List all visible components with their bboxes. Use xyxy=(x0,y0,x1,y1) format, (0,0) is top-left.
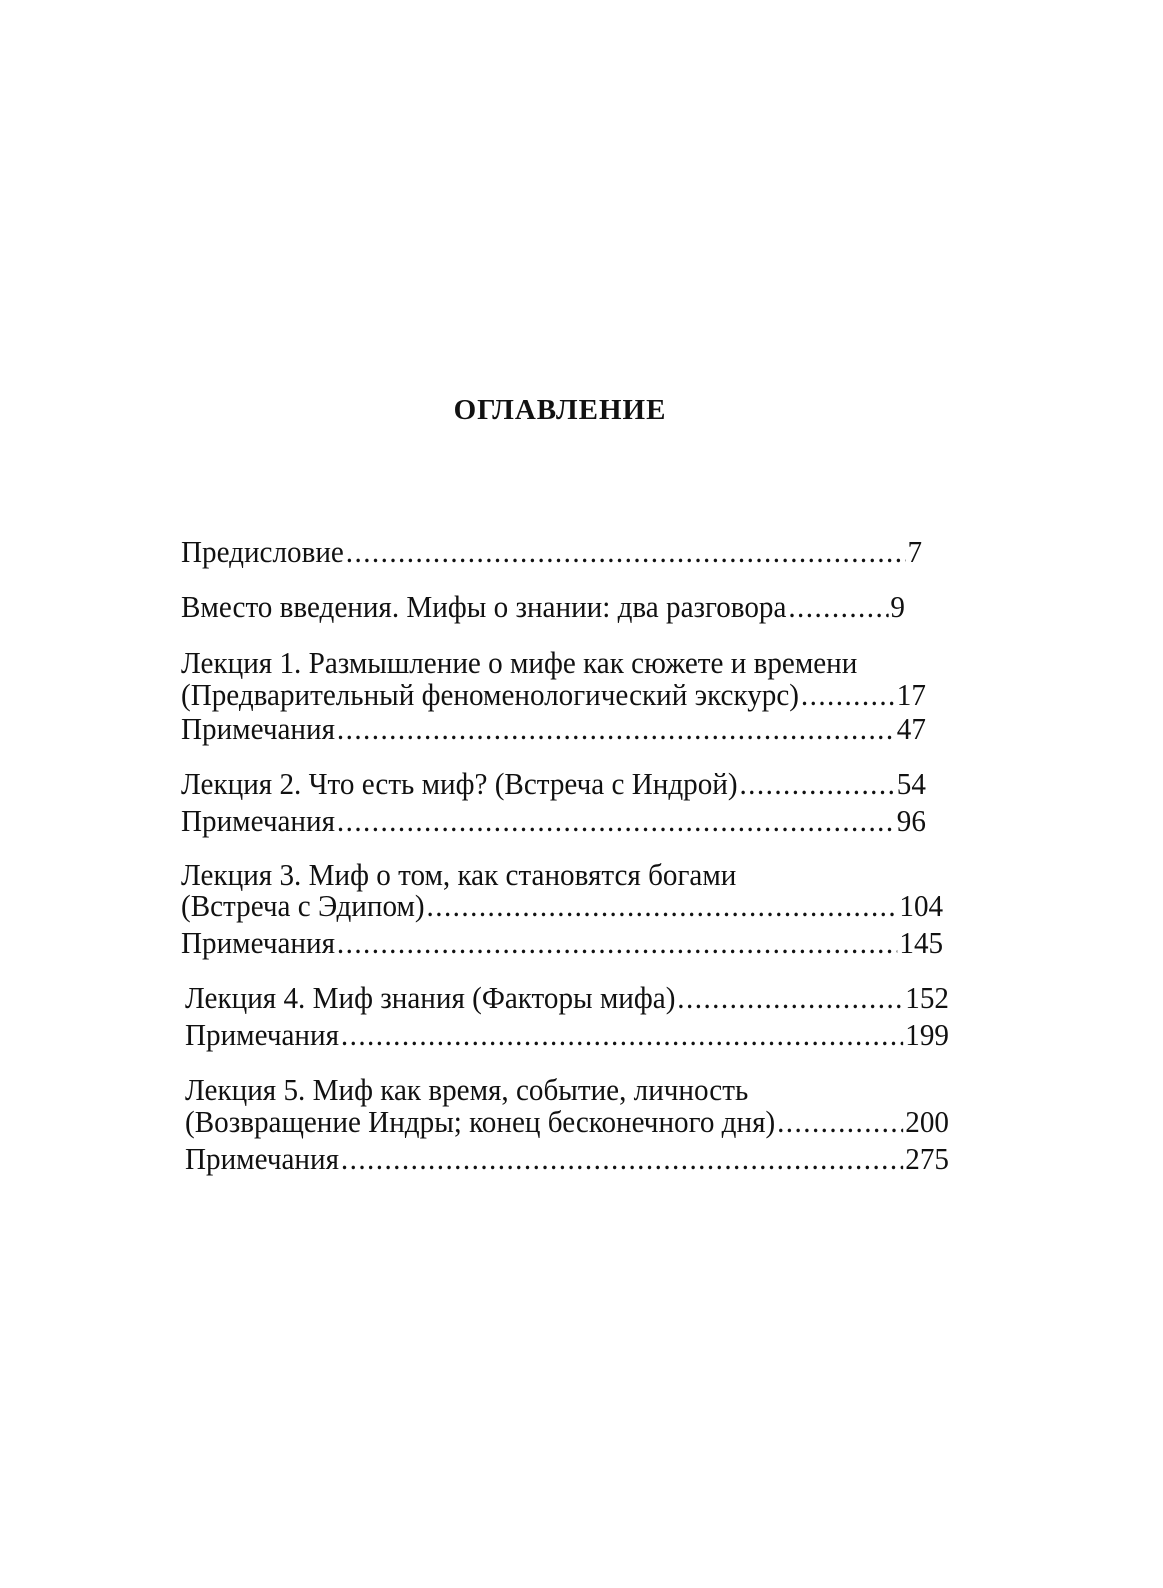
toc-entry-page: 199 xyxy=(905,1018,949,1052)
leader-dots xyxy=(341,1141,904,1177)
toc-entry-text: Предисловие xyxy=(181,535,344,569)
toc-entry-notes-4[interactable] xyxy=(185,1017,949,1053)
toc-entry-text: (Предварительный феноменологический экскурс) xyxy=(181,678,799,712)
toc-entry-notes-3[interactable] xyxy=(181,925,943,961)
toc-entry-lecture-3-subtitle[interactable] xyxy=(181,888,943,924)
toc-entry-page: 104 xyxy=(899,889,944,923)
toc-entry-lecture-1-subtitle[interactable] xyxy=(181,677,926,713)
leader-dots xyxy=(777,1104,903,1140)
leader-dots xyxy=(337,803,895,839)
toc-entry-page: 96 xyxy=(896,804,926,838)
toc-entry-notes-5[interactable] xyxy=(185,1141,949,1177)
leader-dots xyxy=(337,925,898,961)
toc-entry-lecture-1-title[interactable] xyxy=(181,645,857,681)
toc-entry-text: Примечания xyxy=(181,926,335,960)
toc-entry-preface[interactable] xyxy=(181,534,922,570)
toc-entry-text: Вместо введения. Мифы о знании: два разговора xyxy=(181,590,787,624)
toc-entry-text: (Встреча с Эдипом) xyxy=(181,889,425,923)
toc-entry-text: Лекция 1. Размышление о мифе как сюжете и времени xyxy=(181,646,858,680)
toc-entry-notes-1[interactable] xyxy=(181,711,926,747)
leader-dots xyxy=(346,534,906,570)
leader-dots xyxy=(739,766,894,802)
toc-entry-page: 275 xyxy=(905,1142,949,1176)
toc-entry-notes-2[interactable] xyxy=(181,803,926,839)
toc-entry-text: Лекция 2. Что есть миф? (Встреча с Индрой) xyxy=(181,767,738,801)
toc-entry-page: 200 xyxy=(905,1105,949,1139)
toc-entry-page: 54 xyxy=(896,767,926,801)
toc-entry-lecture-2[interactable] xyxy=(181,766,926,802)
leader-dots xyxy=(341,1017,904,1053)
toc-entry-introduction[interactable] xyxy=(181,589,905,625)
toc-entry-page: 47 xyxy=(896,712,926,746)
leader-dots xyxy=(801,677,895,713)
toc-entry-page: 9 xyxy=(890,590,905,624)
toc-entry-page: 152 xyxy=(905,981,949,1015)
leader-dots xyxy=(427,888,898,924)
toc-title: ОГЛАВЛЕНИЕ xyxy=(453,394,667,426)
toc-entry-lecture-4[interactable] xyxy=(185,980,949,1016)
toc-entry-text: Лекция 5. Миф как время, событие, личность xyxy=(185,1073,749,1107)
toc-entry-text: Лекция 3. Миф о том, как становятся богами xyxy=(181,858,737,892)
leader-dots xyxy=(337,711,895,747)
toc-entry-text: Примечания xyxy=(185,1018,339,1052)
toc-entry-text: Примечания xyxy=(185,1142,339,1176)
toc-entry-text: Примечания xyxy=(181,712,335,746)
toc-entry-page: 7 xyxy=(907,535,923,569)
toc-entry-page: 17 xyxy=(896,678,926,712)
toc-entry-page: 145 xyxy=(899,926,944,960)
toc-entry-text: Лекция 4. Миф знания (Факторы мифа) xyxy=(185,981,676,1015)
toc-entry-text: (Возвращение Индры; конец бесконечного дня) xyxy=(185,1105,776,1139)
toc-entry-lecture-5-subtitle[interactable] xyxy=(185,1104,949,1140)
toc-entry-text: Примечания xyxy=(181,804,335,838)
leader-dots xyxy=(788,589,888,625)
leader-dots xyxy=(677,980,903,1016)
toc-entry-lecture-5-title[interactable] xyxy=(185,1072,748,1108)
